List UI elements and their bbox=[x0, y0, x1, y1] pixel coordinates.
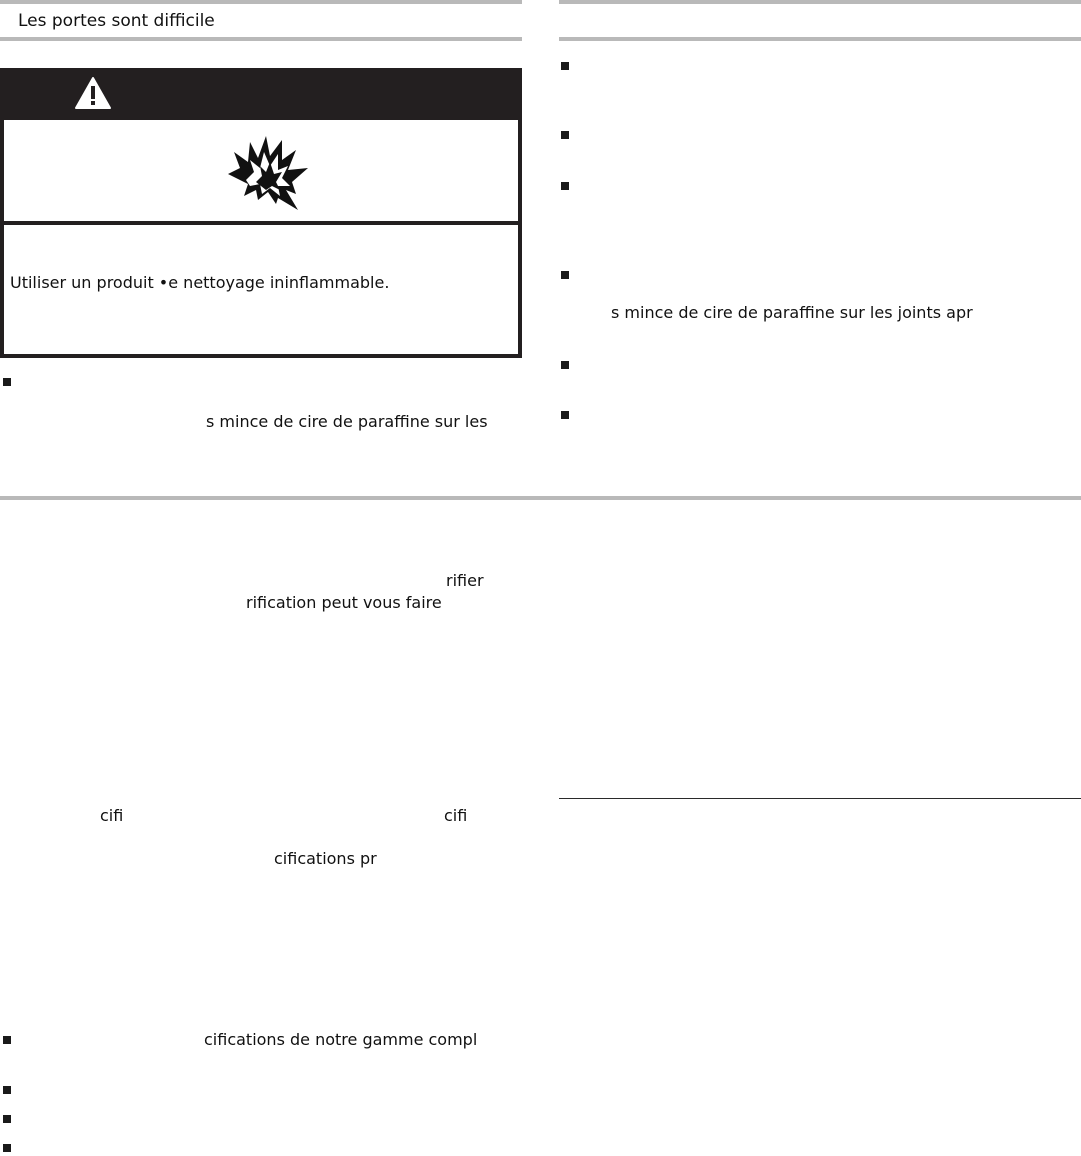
bullet-marker bbox=[3, 1086, 11, 1094]
lower-right-rule bbox=[559, 798, 1081, 799]
text-fragment: cifi bbox=[444, 806, 468, 825]
text-fragment: rification peut vous faire bbox=[246, 593, 442, 612]
bullet-marker bbox=[3, 1115, 11, 1123]
bullet-marker bbox=[561, 131, 569, 139]
bullet-marker bbox=[561, 62, 569, 70]
bullet-marker bbox=[561, 271, 569, 279]
text-fragment: rifier bbox=[446, 571, 484, 590]
top-rule-left bbox=[0, 0, 522, 4]
bullet-marker bbox=[561, 411, 569, 419]
section-divider bbox=[0, 496, 1081, 500]
bullet-marker bbox=[561, 361, 569, 369]
explosion-icon bbox=[226, 134, 312, 212]
bullet-marker bbox=[561, 182, 569, 190]
heading-underline-right bbox=[559, 37, 1081, 41]
warning-text-panel bbox=[4, 225, 518, 354]
top-rule-right bbox=[559, 0, 1081, 4]
bullet-marker bbox=[3, 1144, 11, 1152]
warning-symbol-panel bbox=[4, 120, 518, 221]
text-fragment: cifi bbox=[100, 806, 124, 825]
bullet-text: s mince de cire de paraffine sur les joints apr bbox=[611, 303, 973, 322]
bullet-text: cifications de notre gamme compl bbox=[204, 1030, 478, 1049]
bullet-marker bbox=[3, 378, 11, 386]
warning-box bbox=[0, 68, 522, 358]
section-heading: Les portes sont difficile bbox=[18, 11, 215, 31]
bullet-marker bbox=[3, 1036, 11, 1044]
warning-text: Utiliser un produit •e nettoyage ininflammable. bbox=[10, 273, 390, 292]
bullet-text: s mince de cire de paraffine sur les bbox=[206, 412, 488, 431]
heading-underline-left bbox=[0, 37, 522, 41]
warning-triangle-icon bbox=[74, 76, 112, 110]
text-fragment: cifications pr bbox=[274, 849, 377, 868]
